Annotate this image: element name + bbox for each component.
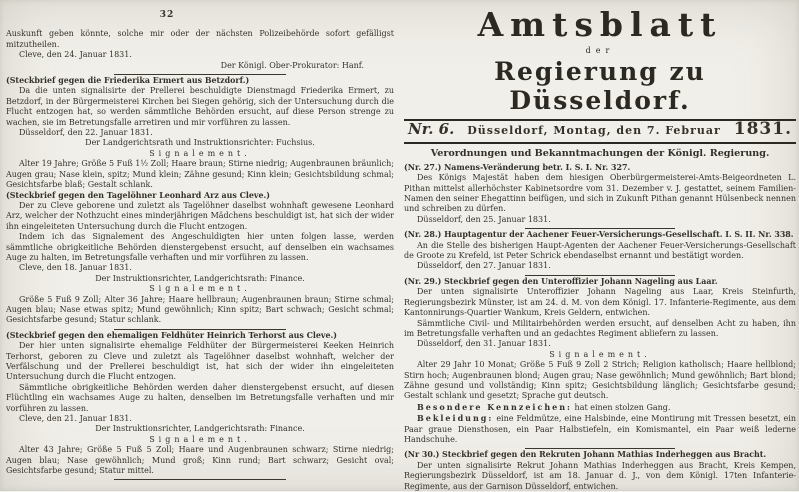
- kennzeichen-paragraph: [404, 402, 796, 413]
- bekleidung-text: eine Feldmütze, eine Halsbinde, eine Montirung mit Tressen besetzt, ein Paar graue Diensthosen, ein Paar Halbstiefeln, ein Komismantel, ein Paar weiß lederne Handschuhe.: [404, 414, 796, 444]
- date-line: Düsseldorf, den 27. Januar 1831.: [417, 261, 551, 271]
- paragraph: Sämmtliche obrigkeitliche Behörden werden daher dienstergebenst ersucht, auf diesen Flüchtling ein wachsames Auge zu halten, denselben im Betretungsfalle verhaften und mir vorführen zu lassen.: [6, 382, 394, 413]
- paragraph: Da die unten signalisirte der Prellerei beschuldigte Dienstmagd Friederika Ermert, zu Betzdorf, in der Bürgermeisterei Kirchen bei Siegen gehörig, sich der Untersuchung durch die Flucht entzogen hat, so werden sämmtliche Behörden ersucht, auf diese Person strenge zu wachen, sie im Betretungsfalle arretiren und mir vorführen zu lassen.: [6, 86, 394, 127]
- date-line: Cleve, den 24. Januar 1831.: [19, 50, 132, 60]
- paragraph: Der hier unten signalisirte ehemalige Feldhüter der Bürgermeisterei Keeken Heinrich Terhorst, geboren zu Cleve und zuletzt als Tagelöhner daselbst wohnhaft, welcher der Verfälschung und der Prellerei beschuldigt ist, hat sich der wider ihn eingeleiteten Untersuchung durch die Flucht entzogen.: [6, 341, 394, 382]
- divider-rule: [114, 479, 286, 480]
- right-page: [404, 4, 796, 492]
- masthead-rule-bottom: [404, 142, 796, 144]
- paragraph: Des Königs Majestät haben dem hiesigen Oberbürgermeisterei-Amts-Beigeordneten L. Pithan mittelst allerhöchster Kabinetsordre vom 31. Dezember v. J. gestattet, seinem Familien-Namen den seiner Ehegattinn beifügen, und sich in Zukunft Pithan genannt Hülsenbeck nennen und schreiben zu dürfen.: [404, 173, 796, 214]
- signature-line: Der Landgerichtsrath und Instruktionsrichter: Fuchsius.: [85, 138, 315, 148]
- signature-line: Der Königl. Ober-Prokurator: Hanf.: [220, 60, 364, 70]
- date-line: Düsseldorf, den 25. Januar 1831.: [417, 214, 551, 224]
- date-line: Cleve, den 18. Januar 1831.: [19, 263, 132, 273]
- signature-line: Der Instruktionsrichter, Landgerichtsrath: Finance.: [95, 273, 305, 283]
- date-line: Düsseldorf, den 31. Januar 1831.: [417, 339, 551, 349]
- divider-rule: [525, 228, 675, 229]
- steckbrief-arz-heading: (Steckbrief gegen den Tagelöhner Leonhard Arz aus Cleve.): [6, 190, 270, 200]
- masthead-der: der: [585, 46, 615, 55]
- signalement-paragraph: Größe 5 Fuß 9 Zoll; Alter 36 Jahre; Haare hellbraun; Augenbraunen braun; Stirne schmal; Augen blau; Nase etwas spitz; Mund gewöhnlich; Kinn spitz; Bart schwach; Gesicht schmal; Gesichtsfarbe gesund; Statur schlank.: [6, 294, 394, 325]
- signalement-heading: Signalement.: [149, 148, 251, 158]
- issue-dateline: Düsseldorf, Montag, den 7. Februar: [467, 124, 721, 137]
- kennzeichen-text: hat einen stolzen Gang.: [574, 402, 671, 412]
- paragraph: Indem ich das Signalement des Angeschuldigten hier unten folgen lasse, werden sämmtliche obrigkeitliche Behörden dienstergebenst ersucht, auf denselben ein wachsames Auge zu halten, im Betretungsfalle verhaften und mir vorführen zu lassen.: [6, 232, 394, 262]
- left-page: [6, 10, 394, 481]
- masthead-title: Amtsblatt: [477, 5, 723, 44]
- signalement-heading: Signalement.: [149, 284, 251, 294]
- date-line: Cleve, den 21. Januar 1831.: [19, 414, 132, 424]
- issue-number: Nr. 6.: [408, 120, 455, 138]
- kennzeichen-label: Besondere Kennzeichen:: [417, 401, 572, 412]
- continuation-paragraph: Auskunft geben könnte, solche mir oder der nächsten Polizeibehörde sofort gefälligst mitzutheilen.: [6, 29, 394, 49]
- signalement-heading: Signalement.: [549, 349, 651, 359]
- divider-rule: [114, 329, 286, 330]
- divider-rule: [525, 275, 675, 276]
- signalement-paragraph: Alter 29 Jahr 10 Monat; Größe 5 Fuß 9 Zoll 2 Strich; Religion katholisch; Haare hellblond; Stirn hoch; Augenbraunen blond; Augen grau; Nase gewöhnlich; Mund gewöhnlich; Bart blond; Zähne gesund und vollständig; Kinn spitz; Gesichtsbildung länglich; Gesichtsfarbe gesund; Gestalt schlank und gesetzt; Sprache gut deutsch.: [404, 360, 796, 401]
- paragraph: Der unten signalisirte Rekrut Johann Mathias Inderheggen aus Bracht, Kreis Kempen, Regierungsbezirk Düsseldorf, ist am 18. Januar d. J., von dem Königl. 17ten Infanterie-Regimente, aus der Garnison Düsseldorf, entwichen.: [404, 460, 796, 491]
- signalement-paragraph: Alter 19 Jahre; Größe 5 Fuß 1½ Zoll; Haare braun; Stirne niedrig; Augenbraunen bräunlich; Augen grau; Nase klein, spitz; Mund klein; Zähne gesund; Kinn klein; Gesichtsbildung schmal; Gesichtsfarbe blaß; Gestalt schlank.: [6, 159, 394, 190]
- paragraph: Sämmtliche Civil- und Militairbehörden werden ersucht, auf denselben Acht zu haben, ihn im Betretungsfalle verhaften und an gedachtes Regiment abliefern zu lassen.: [404, 318, 796, 338]
- steckbrief-terhorst-heading: (Steckbrief gegen den ehemaligen Feldhüter Heinrich Terhorst aus Cleve.): [6, 330, 337, 340]
- article-29-header: (Nr. 29.) Steckbrief gegen den Unteroffizier Johann Nageling aus Laar.: [404, 276, 718, 286]
- bekleidung-paragraph: [404, 413, 796, 445]
- divider-rule: [114, 74, 286, 75]
- divider-rule: [525, 448, 675, 449]
- section-heading: Verordnungen und Bekanntmachungen der Königl. Regierung.: [430, 148, 770, 160]
- signature-line: Der Instruktionsrichter, Landgerichtsrath: Finance.: [95, 424, 305, 434]
- bekleidung-label: Bekleidung:: [417, 413, 494, 424]
- article-30-header: (Nr 30.) Steckbrief gegen den Rekruten Johann Mathias Inderheggen aus Bracht.: [404, 450, 767, 460]
- signalement-paragraph: Alter 43 Jahre; Größe 5 Fuß 5 Zoll; Haare und Augenbraunen schwarz; Stirne niedrig; Augen blau; Nase gewöhnlich; Mund groß; Kinn rund; Bart schwarz; Gesicht oval; Gesichtsfarbe gesund; Statur mittel.: [6, 445, 394, 476]
- signalement-heading: Signalement.: [149, 434, 251, 444]
- date-line: Düsseldorf, den 22. Januar 1831.: [19, 128, 153, 138]
- issue-year: 1831.: [733, 119, 792, 139]
- masthead: [404, 6, 796, 144]
- paragraph: An die Stelle des bisherigen Haupt-Agenten der Aachener Feuer-Versicherungs-Gesellschaft de Groote zu Krefeld, ist Peter Schrick ebendaselbst ernannt und bestätigt worden.: [404, 240, 796, 261]
- paragraph: Der unten signalisirte Unteroffizier Johann Nageling aus Laar, Kreis Steinfurth, Regierungsbezirk Münster, ist am 24. d. M. von dem Königl. 17. Infanterie-Regimente, aus dem Kantonnirungs-Quartier Wankum, Kreis Geldern, entwichen.: [404, 287, 796, 318]
- paragraph: Der zu Cleve geborene und zuletzt als Tagelöhner daselbst wohnhaft gewesene Leonhard Arz, welcher der Nothzucht eines minderjährigen Mädchens beschuldigt ist, hat sich der wider ihn eingeleiteten Untersuchung durch die Flucht entzogen.: [6, 200, 394, 231]
- article-27-header: (Nr. 27.) Namens-Veränderung betr. I. S. I. Nr. 327.: [404, 162, 631, 172]
- issue-line: [404, 121, 796, 138]
- page-number: 32: [159, 10, 175, 20]
- masthead-subtitle: Regierung zu Düsseldorf.: [494, 57, 706, 115]
- steckbrief-ermert-heading: (Steckbrief gegen die Friederika Ermert aus Betzdorf.): [6, 76, 250, 86]
- article-28-header: (Nr. 28.) Hauptagentur der Aachener Feuer-Versicherungs-Gesellschaft. I. S. II. Nr. 338.: [404, 230, 794, 240]
